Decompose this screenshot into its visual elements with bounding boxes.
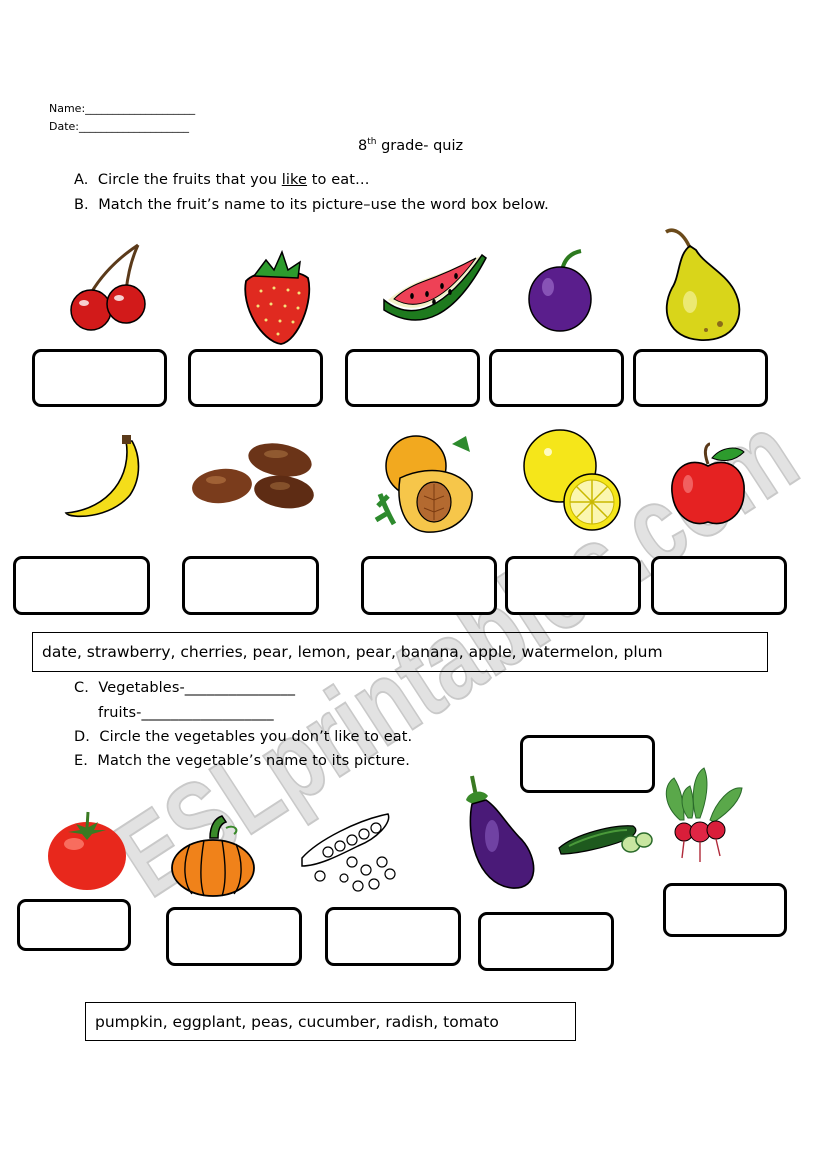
plum-icon [526,249,596,334]
fruit-answer-box-10[interactable] [651,556,787,615]
instruction-b-text: Match the fruit’s name to its picture–use the word box below. [98,197,549,213]
fruit-answer-box-8[interactable] [361,556,497,615]
instruction-d-text: Circle the vegetables you don’t like to eat. [99,729,413,745]
vegetable-word-list: pumpkin, eggplant, peas, cucumber, radish, tomato [95,1012,499,1031]
instruction-b-letter: B. [74,197,89,213]
page-title [358,137,463,154]
instruction-d-letter: D. [74,729,90,745]
instruction-e-text: Match the vegetable’s name to its picture. [97,753,411,769]
instruction-e-letter: E. [74,753,88,769]
fruit-answer-box-2[interactable] [188,349,323,407]
vegetable-answer-box-1[interactable] [17,899,131,951]
instruction-a-underlined: like [281,172,308,188]
fruit-answer-box-9[interactable] [505,556,641,615]
vegetable-answer-box-2[interactable] [166,907,302,966]
fruit-answer-box-4[interactable] [489,349,624,407]
vegetable-answer-box-4[interactable] [478,912,614,971]
apple-icon [668,442,748,526]
instruction-c [74,680,295,696]
vegetable-answer-box-3[interactable] [325,907,461,966]
instruction-b [74,197,549,213]
instruction-d [74,729,412,745]
instruction-c-text: Vegetables-_______________ [98,680,296,696]
vegetable-answer-box-5[interactable] [663,883,787,937]
pear-icon [662,226,744,344]
vegetable-word-box [85,1002,576,1041]
radish-icon [660,766,744,864]
name-field: Name:____________________ [49,102,196,115]
eggplant-icon [462,774,538,892]
instruction-a-text-start: Circle the fruits that you [97,172,282,188]
date-field: Date:____________________ [49,120,189,133]
fruit-answer-box-3[interactable] [345,349,480,407]
peas-icon [298,810,402,894]
instruction-c-fruits: fruits-__________________ [98,705,274,721]
instruction-a [74,172,370,188]
dates-icon [192,440,326,512]
cucumber-icon [555,818,653,858]
fruit-answer-box-1[interactable] [32,349,167,407]
instruction-c-letter: C. [74,680,89,696]
tomato-icon [46,808,128,892]
vegetable-answer-box-top[interactable] [520,735,655,793]
cherries-icon [66,243,151,333]
fruit-answer-box-5[interactable] [633,349,768,407]
fruit-answer-box-7[interactable] [182,556,319,615]
peach-icon [374,434,484,540]
fruit-word-box [32,632,768,672]
instruction-e [74,753,410,769]
title-superscript: th [367,137,377,147]
instruction-a-letter: A. [74,172,89,188]
strawberry-icon [236,246,316,346]
pumpkin-icon [170,814,256,898]
fruit-answer-box-6[interactable] [13,556,150,615]
lemon-icon [520,430,624,534]
banana-icon [60,435,140,519]
instruction-a-text-end: to eat… [307,172,370,188]
watermelon-icon [382,250,488,330]
title-text: grade- quiz [376,137,464,154]
fruit-word-list: date, strawberry, cherries, pear, lemon, pear, banana, apple, watermelon, plum [42,643,663,661]
title-number: 8 [358,137,368,154]
